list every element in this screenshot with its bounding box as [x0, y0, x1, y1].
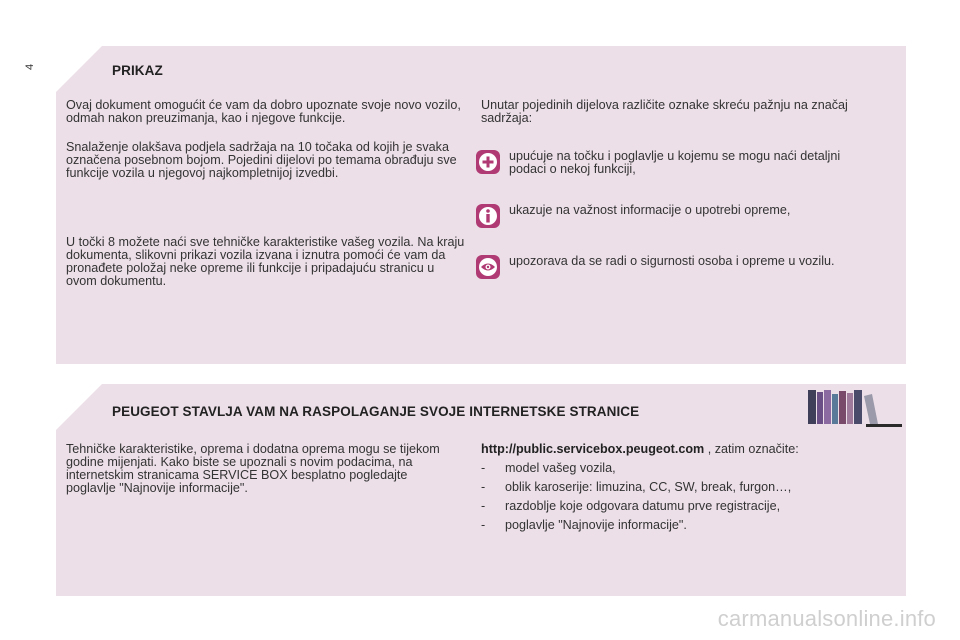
page-number: 4 — [24, 63, 36, 70]
info-marker-text: ukazuje na važnost informacije o upotrebi opreme, — [509, 203, 791, 217]
markers-intro: Unutar pojedinih dijelova različite oznake skreću pažnju na značaj sadržaja: — [481, 98, 848, 125]
list-item: - oblik karoserije: limuzina, CC, SW, break, furgon…, — [481, 480, 792, 494]
prikaz-title: PRIKAZ — [112, 63, 163, 78]
eye-marker-text: upozorava da se radi o sigurnosti osoba i opreme u vozilu. — [509, 254, 835, 268]
plus-icon — [476, 150, 500, 174]
info-icon — [476, 204, 500, 228]
internet-paragraph: Tehničke karakteristike, oprema i dodatna oprema mogu se tijekom godine mijenjati. Kako biste se upoznali s novim podacima, na internetskim stranicama SERVICE BOX besplatno pogledajte poglavlje "Najnovije informacije". — [66, 442, 440, 495]
plus-marker-text: upućuje na točku i poglavlje u kojemu se mogu naći detaljni podaci o nekoj funkciji, — [509, 149, 841, 176]
navigation-paragraph: Snalaženje olakšava podjela sadržaja na 10 točaka od kojih je svaka označena posebnom bojom. Pojedini dijelovi po temama obrađuju sve funkcije vozila u njegovoj najkompletnijoj izvedbi. — [66, 140, 457, 180]
list-item: - poglavlje "Najnovije informacije". — [481, 518, 687, 532]
intro-paragraph: Ovaj dokument omogućit će vam da dobro upoznate svoje novo vozilo, odmah nakon preuzimanja, kao i njegove funkcije. — [66, 98, 461, 125]
watermark: carmanualsonline.info — [717, 606, 936, 631]
list-item: - model vašeg vozila, — [481, 461, 616, 475]
books-icon — [806, 388, 902, 428]
internet-title: PEUGEOT STAVLJA VAM NA RASPOLAGANJE SVOJE INTERNETSKE STRANICE — [112, 404, 640, 419]
eye-icon — [476, 255, 500, 279]
selection-list — [481, 459, 791, 535]
servicebox-link[interactable]: http://public.servicebox.peugeot.com — [481, 442, 705, 456]
list-item: - razdoblje koje odgovara datumu prve registracije, — [481, 499, 781, 513]
servicebox-instruction: , zatim označite: — [704, 442, 799, 456]
technical-paragraph: U točki 8 možete naći sve tehničke karakteristike vašeg vozila. Na kraju dokumenta, slikovni prikazi vozila izvana i iznutra pomoći će vam da pronađete položaj neke opreme ili funkcije i pripadajuću stranicu u ovom dokumentu. — [66, 235, 465, 288]
servicebox-line — [481, 443, 901, 456]
